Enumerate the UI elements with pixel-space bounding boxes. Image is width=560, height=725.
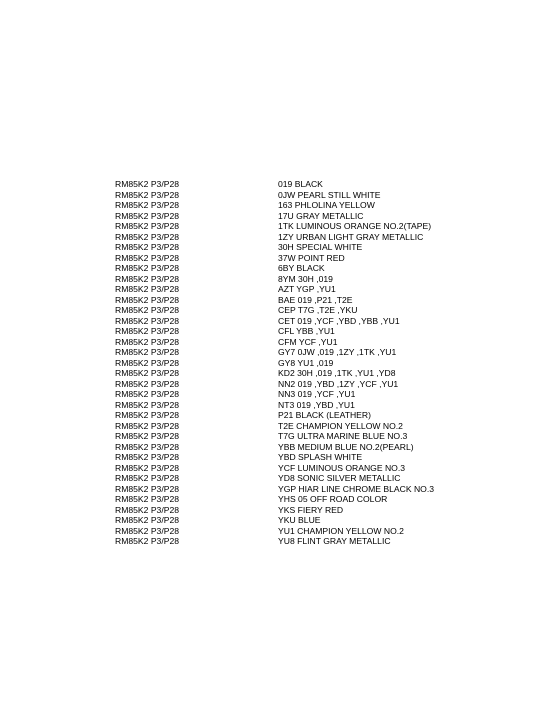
list-item [115, 316, 555, 327]
model-code: RM85K2 P3/P28 [115, 305, 180, 315]
model-code: RM85K2 P3/P28 [115, 231, 180, 242]
list-item [115, 463, 555, 474]
color-description: YKU BLUE [278, 515, 321, 525]
list-item [115, 242, 555, 253]
list-item [115, 473, 555, 484]
model-code: RM85K2 P3/P28 [115, 242, 180, 252]
model-code: RM85K2 P3/P28 [115, 252, 180, 263]
model-code: RM85K2 P3/P28 [115, 410, 180, 420]
color-description: CFL YBB ,YU1 [278, 326, 335, 336]
model-code: RM85K2 P3/P28 [115, 263, 180, 273]
list-item [115, 410, 555, 421]
color-description: YU8 FLINT GRAY METALLIC [278, 536, 391, 546]
model-code: RM85K2 P3/P28 [115, 294, 180, 305]
list-item [115, 494, 555, 505]
model-code: RM85K2 P3/P28 [115, 504, 180, 515]
list-item [115, 421, 555, 432]
color-description: GY7 0JW ,019 ,1ZY ,1TK ,YU1 [278, 347, 397, 357]
color-description: NN3 019 ,YCF ,YU1 [278, 389, 356, 399]
list-item [115, 263, 555, 274]
model-code: RM85K2 P3/P28 [115, 462, 180, 473]
model-code: RM85K2 P3/P28 [115, 284, 180, 294]
color-code-list [115, 179, 555, 547]
color-description: YHS 05 OFF ROAD COLOR [278, 494, 388, 504]
color-description: NN2 019 ,YBD ,1ZY ,YCF ,YU1 [278, 378, 399, 389]
list-item [115, 368, 555, 379]
list-item [115, 389, 555, 400]
color-description: YBB MEDIUM BLUE NO.2(PEARL) [278, 441, 414, 452]
color-description: 019 BLACK [278, 179, 323, 189]
list-item [115, 347, 555, 358]
model-code: RM85K2 P3/P28 [115, 221, 180, 231]
list-item [115, 284, 555, 295]
model-code: RM85K2 P3/P28 [115, 273, 180, 284]
list-item [115, 536, 555, 547]
list-item [115, 515, 555, 526]
model-code: RM85K2 P3/P28 [115, 473, 180, 483]
color-description: YBD SPLASH WHITE [278, 452, 363, 462]
list-item [115, 452, 555, 463]
list-item [115, 526, 555, 537]
model-code: RM85K2 P3/P28 [115, 336, 180, 347]
color-description: YU1 CHAMPION YELLOW NO.2 [278, 525, 404, 536]
color-description: GY8 YU1 ,019 [278, 357, 334, 368]
list-item [115, 274, 555, 285]
color-description: YD8 SONIC SILVER METALLIC [278, 473, 401, 483]
model-code: RM85K2 P3/P28 [115, 399, 180, 410]
color-description: NT3 019 ,YBD ,YU1 [278, 399, 355, 410]
color-description: KD2 30H ,019 ,1TK ,YU1 ,YD8 [278, 368, 396, 378]
model-code: RM85K2 P3/P28 [115, 200, 180, 210]
color-description: BAE 019 ,P21 ,T2E [278, 294, 353, 305]
list-item [115, 211, 555, 222]
list-item [115, 358, 555, 369]
color-description: 30H SPECIAL WHITE [278, 242, 363, 252]
model-code: RM85K2 P3/P28 [115, 525, 180, 536]
list-item [115, 221, 555, 232]
model-code: RM85K2 P3/P28 [115, 431, 180, 441]
color-description: 8YM 30H ,019 [278, 273, 333, 284]
model-code: RM85K2 P3/P28 [115, 378, 180, 389]
list-item [115, 232, 555, 243]
list-item [115, 337, 555, 348]
color-description: 37W POINT RED [278, 252, 345, 263]
list-item [115, 295, 555, 306]
color-description: T2E CHAMPION YELLOW NO.2 [278, 420, 403, 431]
list-item [115, 305, 555, 316]
color-description: YKS FIERY RED [278, 504, 344, 515]
model-code: RM85K2 P3/P28 [115, 368, 180, 378]
model-code: RM85K2 P3/P28 [115, 357, 180, 368]
color-description: CET 019 ,YCF ,YBD ,YBB ,YU1 [278, 315, 400, 326]
list-item [115, 442, 555, 453]
model-code: RM85K2 P3/P28 [115, 452, 180, 462]
color-description: 1ZY URBAN LIGHT GRAY METALLIC [278, 231, 424, 242]
list-item [115, 484, 555, 495]
model-code: RM85K2 P3/P28 [115, 483, 180, 494]
model-code: RM85K2 P3/P28 [115, 515, 180, 525]
color-description: YGP HIAR LINE CHROME BLACK NO.3 [278, 483, 435, 494]
list-item [115, 200, 555, 211]
color-description: 0JW PEARL STILL WHITE [278, 189, 381, 200]
color-description: 17U GRAY METALLIC [278, 210, 364, 221]
list-item [115, 505, 555, 516]
model-code: RM85K2 P3/P28 [115, 389, 180, 399]
model-code: RM85K2 P3/P28 [115, 420, 180, 431]
model-code: RM85K2 P3/P28 [115, 315, 180, 326]
list-item [115, 400, 555, 411]
color-description: AZT YGP ,YU1 [278, 284, 336, 294]
list-item [115, 190, 555, 201]
color-description: CEP T7G ,T2E ,YKU [278, 305, 358, 315]
list-item [115, 326, 555, 337]
color-description: 6BY BLACK [278, 263, 325, 273]
color-description: T7G ULTRA MARINE BLUE NO.3 [278, 431, 408, 441]
color-description: 163 PHLOLINA YELLOW [278, 200, 375, 210]
color-description: P21 BLACK (LEATHER) [278, 410, 371, 420]
model-code: RM85K2 P3/P28 [115, 210, 180, 221]
color-description: YCF LUMINOUS ORANGE NO.3 [278, 462, 406, 473]
model-code: RM85K2 P3/P28 [115, 494, 180, 504]
model-code: RM85K2 P3/P28 [115, 189, 180, 200]
model-code: RM85K2 P3/P28 [115, 441, 180, 452]
list-item [115, 179, 555, 190]
color-description: 1TK LUMINOUS ORANGE NO.2(TAPE) [278, 221, 432, 231]
model-code: RM85K2 P3/P28 [115, 326, 180, 336]
model-code: RM85K2 P3/P28 [115, 536, 180, 546]
list-item [115, 431, 555, 442]
color-description: CFM YCF ,YU1 [278, 336, 338, 347]
list-item [115, 379, 555, 390]
list-item [115, 253, 555, 264]
model-code: RM85K2 P3/P28 [115, 347, 180, 357]
model-code: RM85K2 P3/P28 [115, 179, 180, 189]
